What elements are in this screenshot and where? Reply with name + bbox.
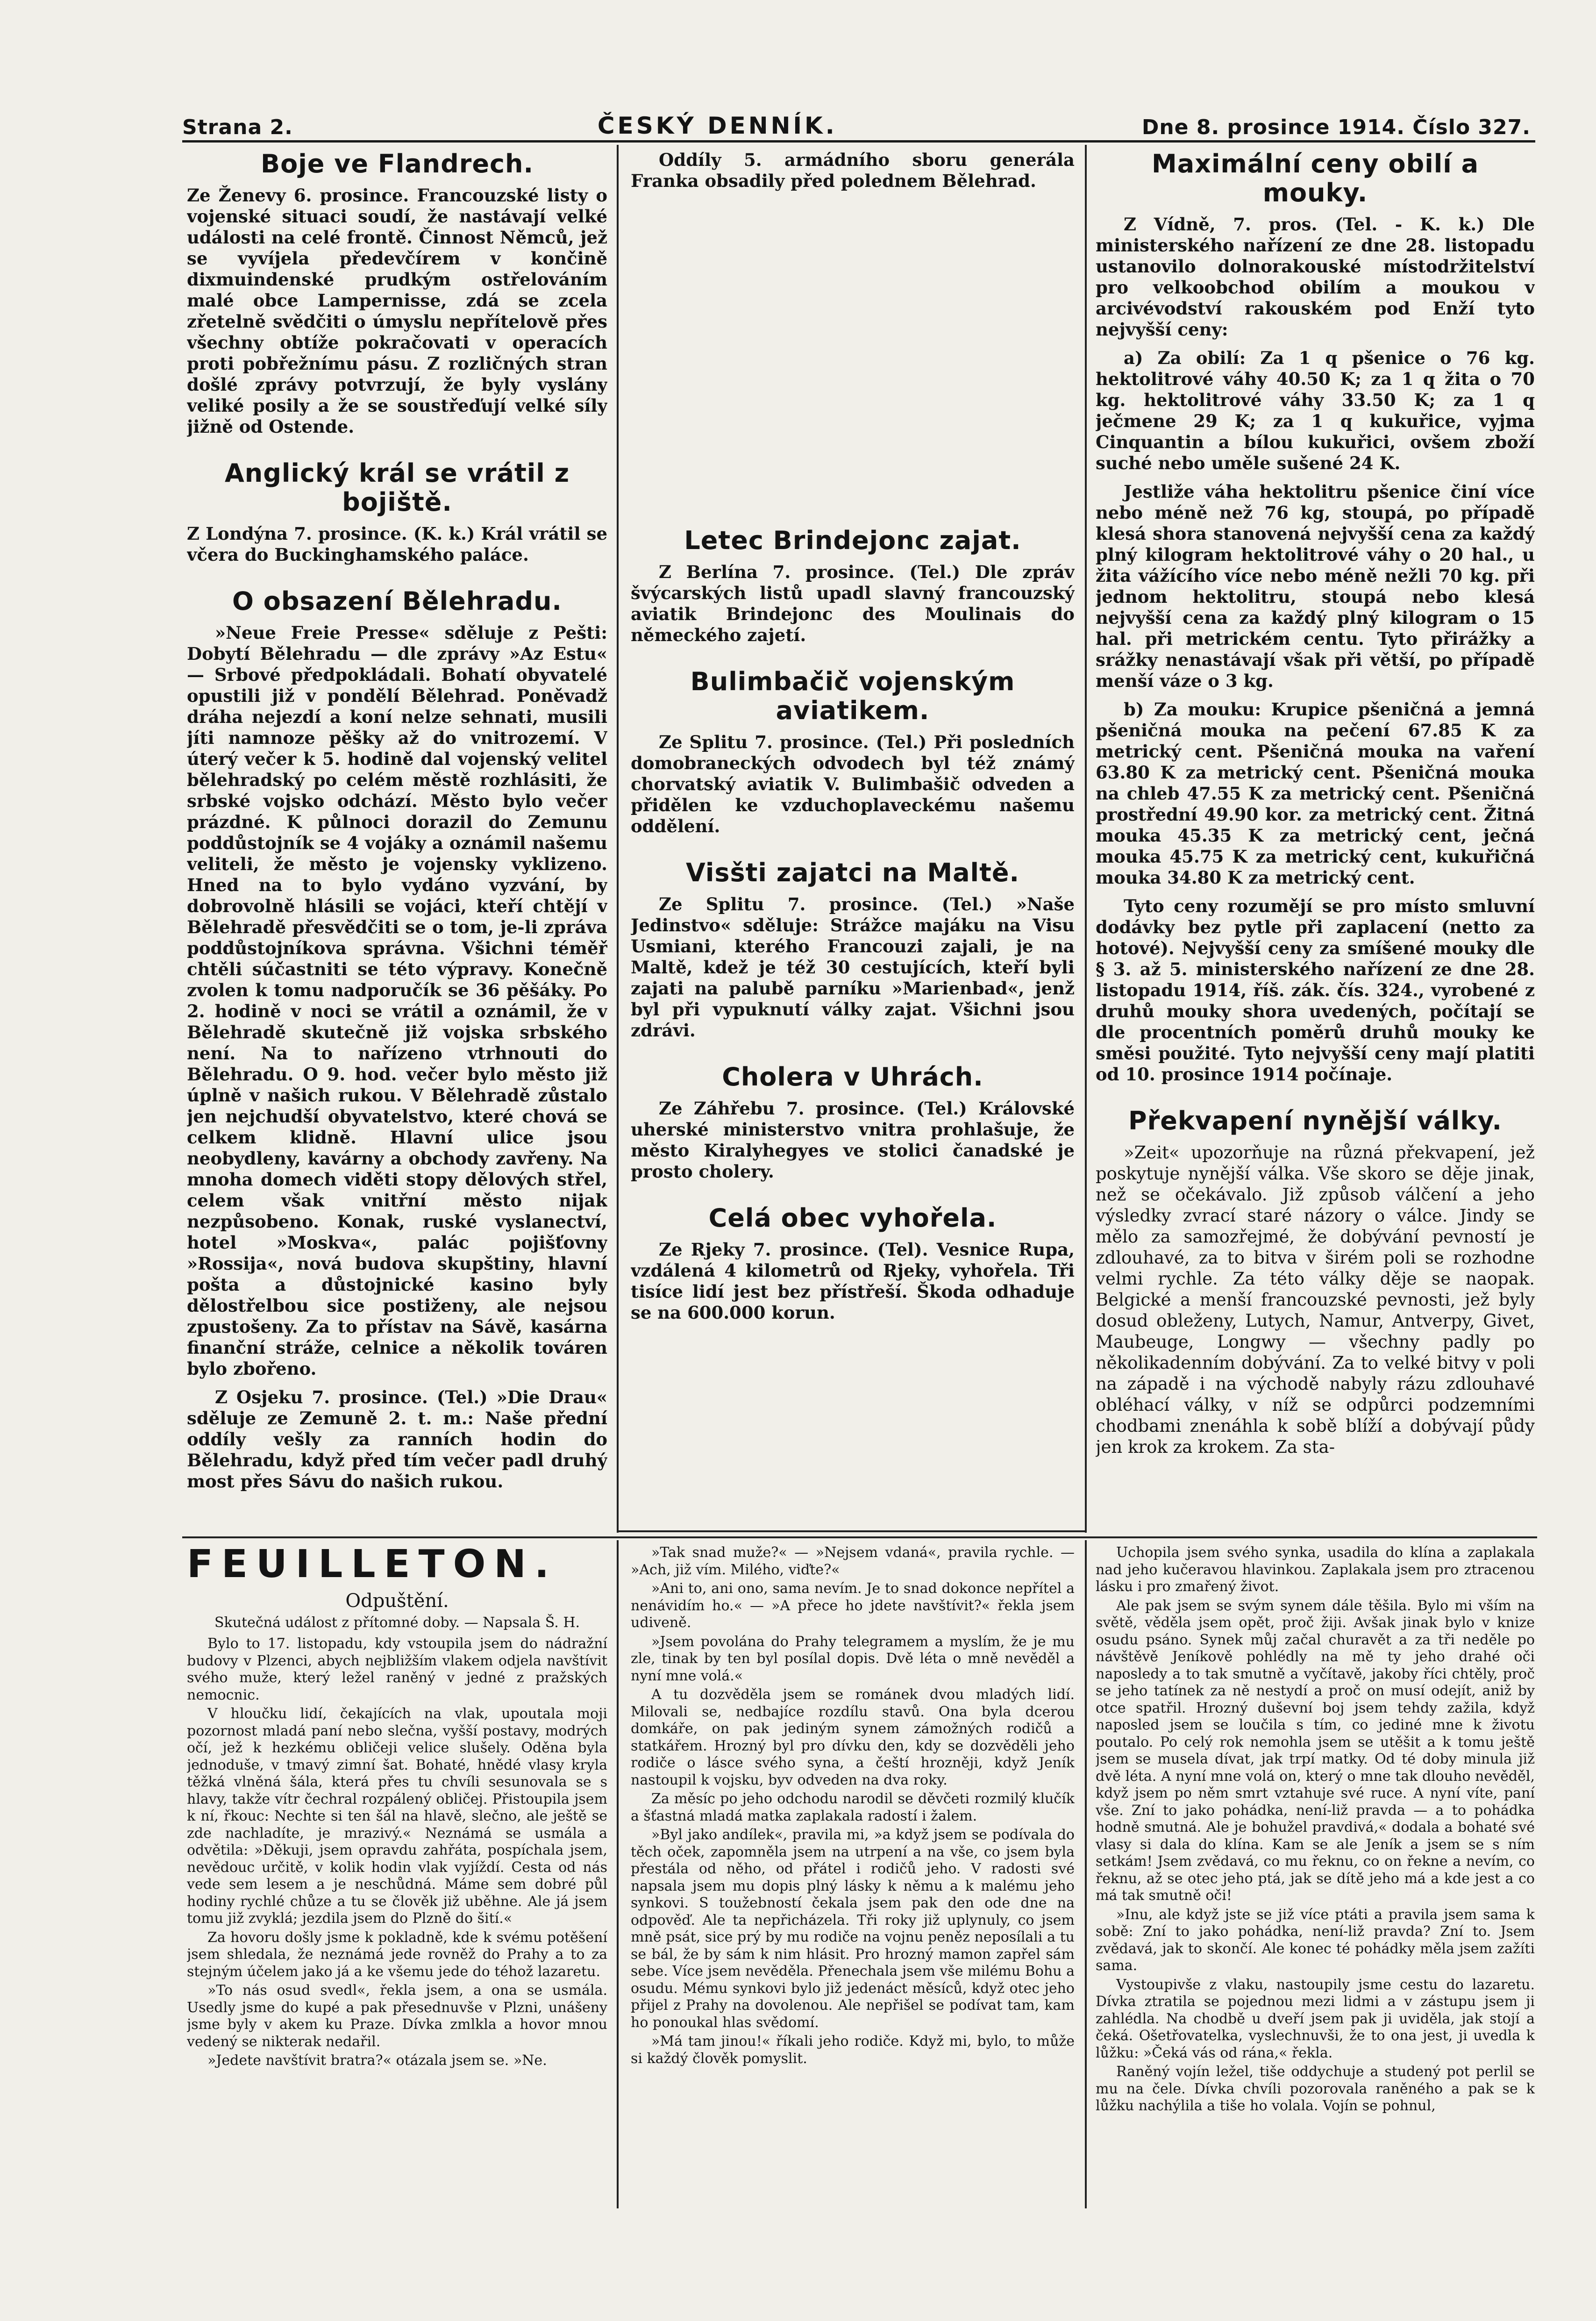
issue-dateline: Dne 8. prosince 1914. Číslo 327. [1141,115,1531,139]
feuilleton-paragraph: »Má tam jinou!« říkali jeho rodiče. Když mi, bylo, to může si každý člověk pomyslit. [631,2033,1075,2067]
article-text: Z Londýna 7. prosince. (K. k.) Král vrátil se včera do Buckinghamského paláce. [187,523,607,565]
article-title: Maximální ceny obilí a mouky. [1151,150,1479,207]
article-title: O obsazení Bělehradu. [232,586,562,616]
blank-censored-area [631,199,1075,526]
feuilleton-paragraph: Za měsíc po jeho odchodu narodil se děvčeti rozmilý klučík a šťastná mladá matka zaplakala radostí i žalem. [631,1791,1075,1824]
feuilleton-paragraph: Vystoupivše z vlaku, nastoupily jsme cestu do lazaretu. Dívka ztratila se pojednou mezi lidmi a v zástupu jsem ji zahlédla. Na chodbě u dveří jsem pak ji uviděla, jak stojí a čeká. Ošetřovatelka, vyslechnuvši, že to ona jest, ji uvedla k lůžku: »Čeká vás od rána,« řekla. [1096,1976,1535,2061]
column-divider-1 [617,145,619,1533]
article-title: Cholera v Uhrách. [722,1062,983,1092]
feuilleton-paragraph: A tu dozvěděla jsem se románek dvou mladých lidí. Milovali se, nedbajíce rozdílu stavů. Ona byla dcerou domkáře, on pak jediným synem zámožných rodičů a statkářem. Hrozný byl pro dívku den, kdy se dozvěděli jeho rodiče o lásce svého syna, a čeští hrozněji, když Jeník nastoupil k vojsku, byv odveden na dva roky. [631,1686,1075,1788]
article-text: b) Za mouku: Krupice pšeničná a jemná pšeničná mouka na pečení 67.85 K za metrický cent. Pšeničná mouka na vaření 63.80 K za metrický cent. Pšeničná mouka na chleb 47.55 K za metrický cent. Pšeničná prostřední 49.90 kor. za metrický cent. Žitná mouka 45.35 K za metrický cent, ječná mouka 45.75 K za metrický cent, kukuřičná mouka 34.80 K za metrický cent. [1096,699,1535,888]
feuilleton-byline: Skutečná událost z přítomné doby. — Napsala Š. H. [214,1614,580,1631]
feuilleton-paragraph: »Jsem povolána do Prahy telegramem a myslím, že je mu zle, tinak by ten byl posílal dopis. Dvě léta o mně nevěděl a nyní mne volá.« [631,1633,1075,1684]
article-title: Celá obec vyhořela. [708,1203,997,1233]
column-2 [631,150,1075,1528]
feuilleton-paragraph: »Ani to, ani ono, sama nevím. Je to snad dokonce nepřítel a nenávidím ho.« — »A přece ho jdete navštívit?« řekla jsem udiveně. [631,1580,1075,1631]
news-bottom-rule [617,1530,1087,1532]
feuilleton-divider-1 [617,1540,619,2208]
article-text: Ze Ženevy 6. prosince. Francouzské listy o vojenské situaci soudí, že nastávají velké události na celé frontě. Činnost Němců, jež se vyvíjela předevčírem v končině dixmuindenské prudkým ostřelováním malé obce Lampernisse, zdá se zcela zřetelně svědčiti o úmyslu nepřítelově přes všechny obtíže pokračovati v operacích proti pobřežnímu pásu. Z rozličných stran došlé zprávy potvrzují, že byly vyslány veliké posily a že se soustřeďují velké síly jižně od Ostende. [187,185,607,437]
article-title: Visšti zajatci na Maltě. [685,858,1020,887]
article-text: Ze Splitu 7. prosince. (Tel.) Při posledních domobraneckých odvodech byl též známý chorvatský aviatik V. Bulimbašič odveden a přidělen ke vzduchoplaveckému našemu oddělení. [631,732,1075,836]
article-title: Bulimbačič vojenským aviatikem. [690,667,1015,725]
feuilleton-column-2 [631,1544,1075,2210]
article-title: Anglický král se vrátil z bojiště. [224,458,570,517]
feuilleton-rule [182,1536,1537,1538]
article-text: Z Osjeku 7. prosince. (Tel.) »Die Drau« sděluje ze Zemuně 2. t. m.: Naše přední oddíly vešly za ranních hodin do Bělehradu, když před tím večer padl druhý most přes Sávu do našich rukou. [187,1387,607,1492]
feuilleton-subtitle: Odpuštění. [345,1590,449,1612]
page-number: Strana 2. [182,115,293,139]
article-text: Tyto ceny rozumějí se pro místo smluvní dodávky bez pytle při zaplacení (netto za hotové). Nejvyšší ceny za smíšené mouky dle § 3. až 5. ministerského nařízení ze dne 28. listopadu 1914, říš. zák. čís. 324., vyrobené z druhů mouky shora uvedených, počítají se dle procentních poměrů druhů mouky ke směsi použité. Tyto nejvyšší ceny mají platiti od 10. prosince 1914 počínaje. [1096,896,1535,1085]
feuilleton-column-1 [187,1542,607,2210]
article-title: Překvapení nynější války. [1128,1106,1502,1136]
article-text: Ze Splitu 7. prosince. (Tel.) »Naše Jedinstvo« sděluje: Strážce majáku na Visu Usmiani, kterého Francouzi zajali, je na Maltě, kdež je též 30 cestujících, kteří byli zajati na palubě parníku »Marienbad«, jenž byl při vypuknutí války zajat. Všichni jsou zdrávi. [631,894,1075,1041]
newspaper-name: ČESKÝ DENNÍK. [597,112,837,139]
article-text: Jestliže váha hektolitru pšenice činí více nebo méně než 76 kg, stoupá, po případě klesá shora stanovená nejvyšší cena za každý plný kilogram hektolitrové váhy o 20 hal., u žita vážícího více nebo méně nežli 70 kg. při jednom hektolitru, stoupá nebo klesá nejvyšší cena za každý plný kilogram o 15 hal. při metrickém centu. Tyto přirážky a srážky nenastávají však při větší, po případě menší váze o 3 kg. [1096,481,1535,691]
feuilleton-paragraph: Uchopila jsem svého synka, usadila do klína a zaplakala nad jeho kučeravou hlavinkou. Zaplakala jsem pro ztracenou lásku i pro zmařený život. [1096,1544,1535,1595]
feuilleton-column-3 [1096,1544,1535,2210]
column-3 [1096,150,1535,1528]
running-head [182,107,1531,139]
feuilleton-paragraph: Bylo to 17. listopadu, kdy vstoupila jsem do nádražní budovy v Plzenci, abych nejbližším vlakem odjela navštívit svého muže, který ležel raněný v jedné z pražských nemocnic. [187,1635,607,1703]
article-text: Oddíly 5. armádního sboru generála Franka obsadily před polednem Bělehrad. [631,150,1075,191]
article-text: Ze Rjeky 7. prosince. (Tel). Vesnice Rupa, vzdálená 4 kilometrů od Rjeky, vyhořela. Tři tisíce lidí jest bez přístřeší. Škoda odhaduje se na 600.000 korun. [631,1239,1075,1323]
article-title: Boje ve Flandrech. [261,150,534,179]
feuilleton-title: FEUILLETON. [187,1542,558,1586]
article-text: a) Za obilí: Za 1 q pšenice o 76 kg. hektolitrové váhy 40.50 K; za 1 q žita o 70 kg. hektolitrové váhy 33.50 K; za 1 q ječmene 29 K; za 1 q kukuřice, vyjma Cinquantin a bílou kukuřici, ovšem zboží suché nebo uměle sušené 24 K. [1096,348,1535,473]
feuilleton-paragraph: Za hovoru došly jsme k pokladně, kde k svému potěšení jsem shledala, že neznámá jede rovněž do Prahy a to za stejným účelem jako já a ke všemu jede do téhož lazaretu. [187,1929,607,1980]
feuilleton-divider-2 [1085,1540,1087,2208]
feuilleton-paragraph: V hloučku lidí, čekajících na vlak, upoutala moji pozornost mladá paní nebo slečna, vyšší postavy, modrých očí, jež k hezkému obličeji velice slušely. Oděna byla jednoduše, v tmavý zimní šat. Bohaté, hnědé vlasy kryla těžká vlněná šála, která přes tu chvíli sesunovala se s hlavy, takže vítr čechral rozpálený obličej. Přistoupila jsem k ní, řkouc: Nechte si ten šál na hlavě, slečno, ale ještě se zde nachladíte, je mrazivý.« Neznámá se usmála a odvětila: »Děkuji, jsem opravdu zahřáta, pospíchala jsem, nevědouc určitě, v kolik hodin vlak vyjíždí. Cesta od nás vede sem lesem a je neschůdná. Máme sem dobré půl hodiny rychlé chůze a tu se člověk již uběhne. Ale já jsem tomu již zvyklá; jezdila jsem do Plzně do šití.« [187,1706,607,1927]
column-1 [187,150,607,1537]
feuilleton-paragraph: Raněný vojín ležel, tiše oddychuje a studený pot perlil se mu na čele. Dívka chvíli pozorovala raněného a pak se k lůžku nachýlila a tiše ho volala. Vojín se pohnul, [1096,2064,1535,2114]
article-text: Ze Záhřebu 7. prosince. (Tel.) Královské uherské ministerstvo vnitra prohlašuje, že město Kiralyhegyes ve stolici čanadské je prosto cholery. [631,1098,1075,1182]
header-rule [182,140,1535,143]
feuilleton-paragraph: »Inu, ale když jste se již více ptáti a pravila jsem sama k sobě: Zní to jako pohádka, není-liž pravda? Zní to. Jsem zvědavá, jak to skončí. Ale konec té pohádky měla jsem zažíti sama. [1096,1906,1535,1974]
article-text: »Zeit« upozorňuje na různá překvapení, jež poskytuje nynější válka. Vše skoro se děje jinak, než se očekávalo. Již způsob válčení a jeho výsledky zvrací staré názory o válce. Jindy se mělo za samozřejmé, že dobývání pevností je zdlouhavé, za to bitva v širém poli se rozhodne velmi rychle. Za této války děje se naopak. Belgické a menší francouzské pevnosti, jež byly dosud obleženy, Lutych, Namur, Antverpy, Givet, Maubeuge, Longwy — všechny padly po několikadenním dobývání. Za to velké bitvy v poli na západě i na východě nabyly rázu zdlouhavé obléhací války, v níž se odpůrci podzemními chodbami znenáhla k sobě blíží a dobývají půdy jen krok za krokem. Za sta- [1096,1143,1535,1457]
feuilleton-paragraph: Ale pak jsem se svým synem dále těšila. Bylo mi vším na světě, věděla jsem opět, proč žiji. Avšak jinak bylo v knize osudu psáno. Synek můj začal churavět a za tři neděle po návštěvě Jeníkově pohlédly na mě ty jeho drahé oči naposledy a to tak smutně a vyčítavě, jakoby říci chtěly, proč se jeho tatínek za ně nestydí a proč on musí odejít, aniž by otce spatřil. Hrozný duševní boj jsem tehdy zažila, když naposled jsem se loučila s tím, co jediné mne k životu poutalo. Po celý rok nemohla jsem se utěšit a k tomu ještě jsem se musela dívat, jak trpí matky. Od té doby minula již dvě léta. A nyní mne volá on, který o mne tak dlouho nevěděl, když jsem po něm smrt vztahuje své ruce. A nyní víte, paní vše. Zní to jako pohádka, není-liž pravda — a to pohádka hodně smutná. Ale je bohužel pravdivá,« dodala a bohaté své vlasy si dala do klína. Kam se ale Jeník a jsem se s ním setkám! Jsem zvědavá, co mu řeknu, co on řekne a nevím, co řeknu, až se otec jeho ptá, jak se dítě jeho má a kde jest a co má tak smutně oči! [1096,1597,1535,1904]
feuilleton-paragraph: »Tak snad muže?« — »Nejsem vdaná«, pravila rychle. — »Ach, již vím. Milého, viďte?« [631,1544,1075,1578]
article-title: Letec Brindejonc zajat. [684,526,1021,555]
feuilleton-paragraph: »Byl jako andílek«, pravila mi, »a když jsem se podívala do těch oček, zapomněla jsem na utrpení a na vše, co jsem byla přestála od něho, od přátel i rodičů jeho. V radosti své napsala jsem mu dopis plný lásky k němu a k malému jeho synkovi. S toužebností čekala jsem pak den ode dne na odpověď. Ale ta nepřicházela. Tři roky již uplynuly, co jsem mně psát, sice prý by mu rodiče na vojnu peněz neposílali a tu se bál, že by sám k nim hlásit. Pro hrozný mamon zapřel sám sebe. Více jsem nevěděla. Přenechala jsem vše milému Bohu a osudu. Mému synkovi bylo již jedenáct měsíců, když otec jeho přijel z Prahy na dovolenou. Ale nepřišel se podívat tam, kam ho ponoukal hlas svědomí. [631,1827,1075,2031]
article-text: »Neue Freie Presse« sděluje z Pešti: Dobytí Bělehradu — dle zprávy »Az Estu« — Srbové předpokládali. Bohatí obyvatelé opustili již v pondělí Bělehrad. Poněvadž dráha nejezdí a koní nelze sehnati, musili jíti namnoze pěšky až do vnitrozemí. V úterý večer k 5. hodině dal vojenský velitel bělehradský po celém městě rozhlásiti, že srbské vojsko odchází. Město bylo večer prázdné. K půlnoci dorazil do Zemunu poddůstojník se 4 vojáky a oznámil našemu veliteli, že město je vojensky vyklizeno. Hned na to bylo vydáno vyzvání, by dobrovolně hlásili se vojáci, kteří chtějí v Bělehradě přesvědčiti se o tom, je-li zpráva poddůstojníkova správna. Všichni téměř chtěli súčastniti se této výpravy. Konečně zvolen k tomu nadporučík se 36 pěšáky. Po 2. hodině v noci se vrátil a oznámil, že v Bělehradě skutečně již vojska srbského není. Na to nařízeno vtrhnouti do Bělehradu. O 9. hod. večer bylo město již úplně v našich rukou. V Bělehradě zůstalo jen nejchudší obyvatelstvo, které chová se celkem klidně. Hlavní ulice jsou neobydleny, kavárny a obchody zavřeny. Na mnoha domech viděti stopy dělových střel, celem však vnitřní město nijak nezpůsobeno. Konak, ruské vyslanectví, hotel »Moskva«, palác pojišťovny »Rossija«, nová budova skupštiny, hlavní pošta a důstojnické kasino byly dělostřelbou sice postiženy, ale nejsou zpustošeny. Za to přístav na Sávě, kasárna finanční stráže, celnice a několik továren bylo zbořeno. [187,622,607,1379]
feuilleton-paragraph: »To nás osud svedl«, řekla jsem, a ona se usmála. Usedly jsme do kupé a pak přesednuvše v Plzni, unášeny jsme byly v akem ku Praze. Dívka zmlkla a hovor mnou vedený se nikterak nedařil. [187,1982,607,2050]
article-text: Z Vídně, 7. pros. (Tel. - K. k.) Dle ministerského nařízení ze dne 28. listopadu ustanovilo dolnorakouské místodržitelství pro velkoobchod obilím a moukou v arcivévodství rakouském pod Enží tyto nejvyšší ceny: [1096,214,1535,340]
column-divider-2 [1085,145,1087,1533]
feuilleton-paragraph: »Jedete navštívit bratra?« otázala jsem se. »Ne. [207,2052,547,2069]
article-text: Z Berlína 7. prosince. (Tel.) Dle zpráv švýcarských listů upadl slavný francouzský aviatik Brindejonc des Moulinais do německého zajetí. [631,562,1075,645]
